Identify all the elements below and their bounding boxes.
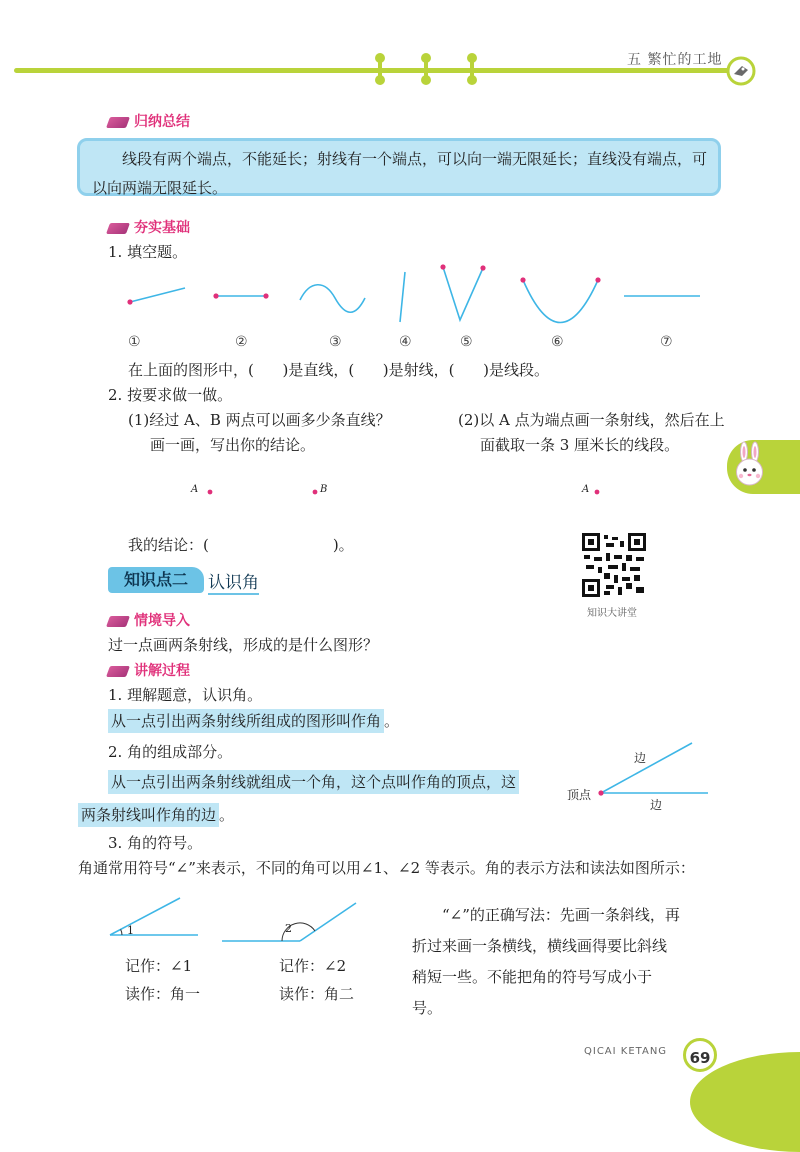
q2-part1-line1: (1)经过 A、B 两点可以画多少条直线？	[128, 411, 391, 429]
book-icon	[106, 223, 130, 234]
angle-1-write: 记作：∠1	[125, 957, 193, 975]
intro-text: 过一点画两条射线，形成的是什么图形？	[108, 636, 379, 654]
qr-code[interactable]	[582, 533, 646, 597]
book-icon	[106, 616, 130, 627]
figure-6-curve	[523, 280, 598, 323]
figure-label-6: ⑥	[551, 334, 564, 350]
angle-2-mark: 2	[285, 922, 292, 935]
knowledge-point-title: 认识角	[208, 568, 259, 595]
angle-1-mark: 1	[127, 924, 134, 937]
side-top-label: 边	[634, 751, 647, 765]
q1-fill-text: 在上面的图形中，( )是直线，( )是射线，( )是线段。	[128, 361, 549, 379]
angle-1-diagram	[108, 895, 200, 940]
line-figures	[110, 260, 720, 330]
page-number: 69	[683, 1038, 717, 1072]
vertex-label: 顶点	[567, 788, 592, 802]
angle-1-read: 读作：角一	[125, 985, 201, 1003]
figure-label-5: ⑤	[460, 334, 473, 350]
figure-label-4: ④	[399, 334, 412, 350]
figure-label-7: ⑦	[660, 334, 673, 350]
conclusion-text: 我的结论：( )。	[128, 536, 354, 554]
angle-2-read: 读作：角二	[279, 985, 355, 1003]
point-a-dot	[206, 488, 214, 496]
item3-text: 角通常用符号“∠”来表示，不同的角可以用∠1、∠2 等表示。角的表示方法和读法如图所示：	[78, 859, 695, 877]
item1-definition-row: 从一点引出两条射线所组成的图形叫作角 。	[108, 710, 399, 731]
summary-box: 线段有两个端点，不能延长；射线有一个端点，可以向一端无限延长；直线没有端点，可以向两端无限延长。	[77, 138, 721, 196]
book-icon	[106, 666, 130, 677]
point-b-dot	[311, 488, 319, 496]
item3-title: 3. 角的符号。	[108, 834, 203, 852]
qr-caption: 知识大讲堂	[587, 608, 637, 619]
item2-title: 2. 角的组成部分。	[108, 743, 233, 761]
chapter-title: 五 繁忙的工地	[627, 52, 723, 68]
angle-2-write: 记作：∠2	[279, 957, 347, 975]
point-b-label: B	[320, 484, 328, 495]
side-bottom-label: 边	[650, 798, 663, 812]
point-a-label: A	[191, 484, 199, 495]
header-bar-pins	[370, 50, 480, 90]
figure-1-ray	[130, 288, 185, 302]
figure-label-1: ①	[128, 334, 141, 350]
item1-title: 1. 理解题意，认识角。	[108, 686, 263, 704]
explain-heading: 讲解过程	[108, 660, 190, 680]
rabbit-icon	[733, 440, 767, 490]
item2-definition-line1: 从一点引出两条射线就组成一个角，这个点叫作角的顶点，这	[108, 771, 519, 792]
basics-heading: 夯实基础	[108, 217, 190, 237]
figure-label-2: ②	[235, 334, 248, 350]
item1-definition: 从一点引出两条射线所组成的图形叫作角	[108, 709, 384, 733]
q2-part2-line1: (2)以 A 点为端点画一条射线，然后在上	[458, 411, 725, 429]
figure-3-curve	[300, 285, 365, 313]
q2-part1-line2: 画一画，写出你的结论。	[150, 436, 316, 454]
summary-heading: 归纳总结	[108, 111, 190, 131]
item2-definition-line2: 两条射线叫作角的边 。	[78, 804, 234, 825]
q1-title: 1. 填空题。	[108, 243, 188, 261]
point-a2-dot	[593, 488, 601, 496]
q2-title: 2. 按要求做一做。	[108, 386, 233, 404]
footer-brand: QICAI KETANG	[584, 1046, 668, 1057]
angle-symbol-tip: “∠”的正确写法：先画一条斜线，再折过来画一条横线，横线画得要比斜线稍短一些。不能把角的符号写成小于号。	[412, 906, 680, 1017]
intro-heading: 情境导入	[108, 610, 190, 630]
q2-part2-line2: 面截取一条 3 厘米长的线段。	[480, 436, 680, 454]
knowledge-point-badge: 知识点二	[108, 567, 204, 593]
figure-5-angle	[443, 267, 483, 320]
figure-4-line	[400, 272, 405, 322]
point-a2-label: A	[582, 484, 590, 495]
chapter-bird-icon	[726, 56, 756, 86]
angle-parts-diagram	[596, 738, 712, 800]
figure-label-3: ③	[329, 334, 342, 350]
book-icon	[106, 117, 130, 128]
